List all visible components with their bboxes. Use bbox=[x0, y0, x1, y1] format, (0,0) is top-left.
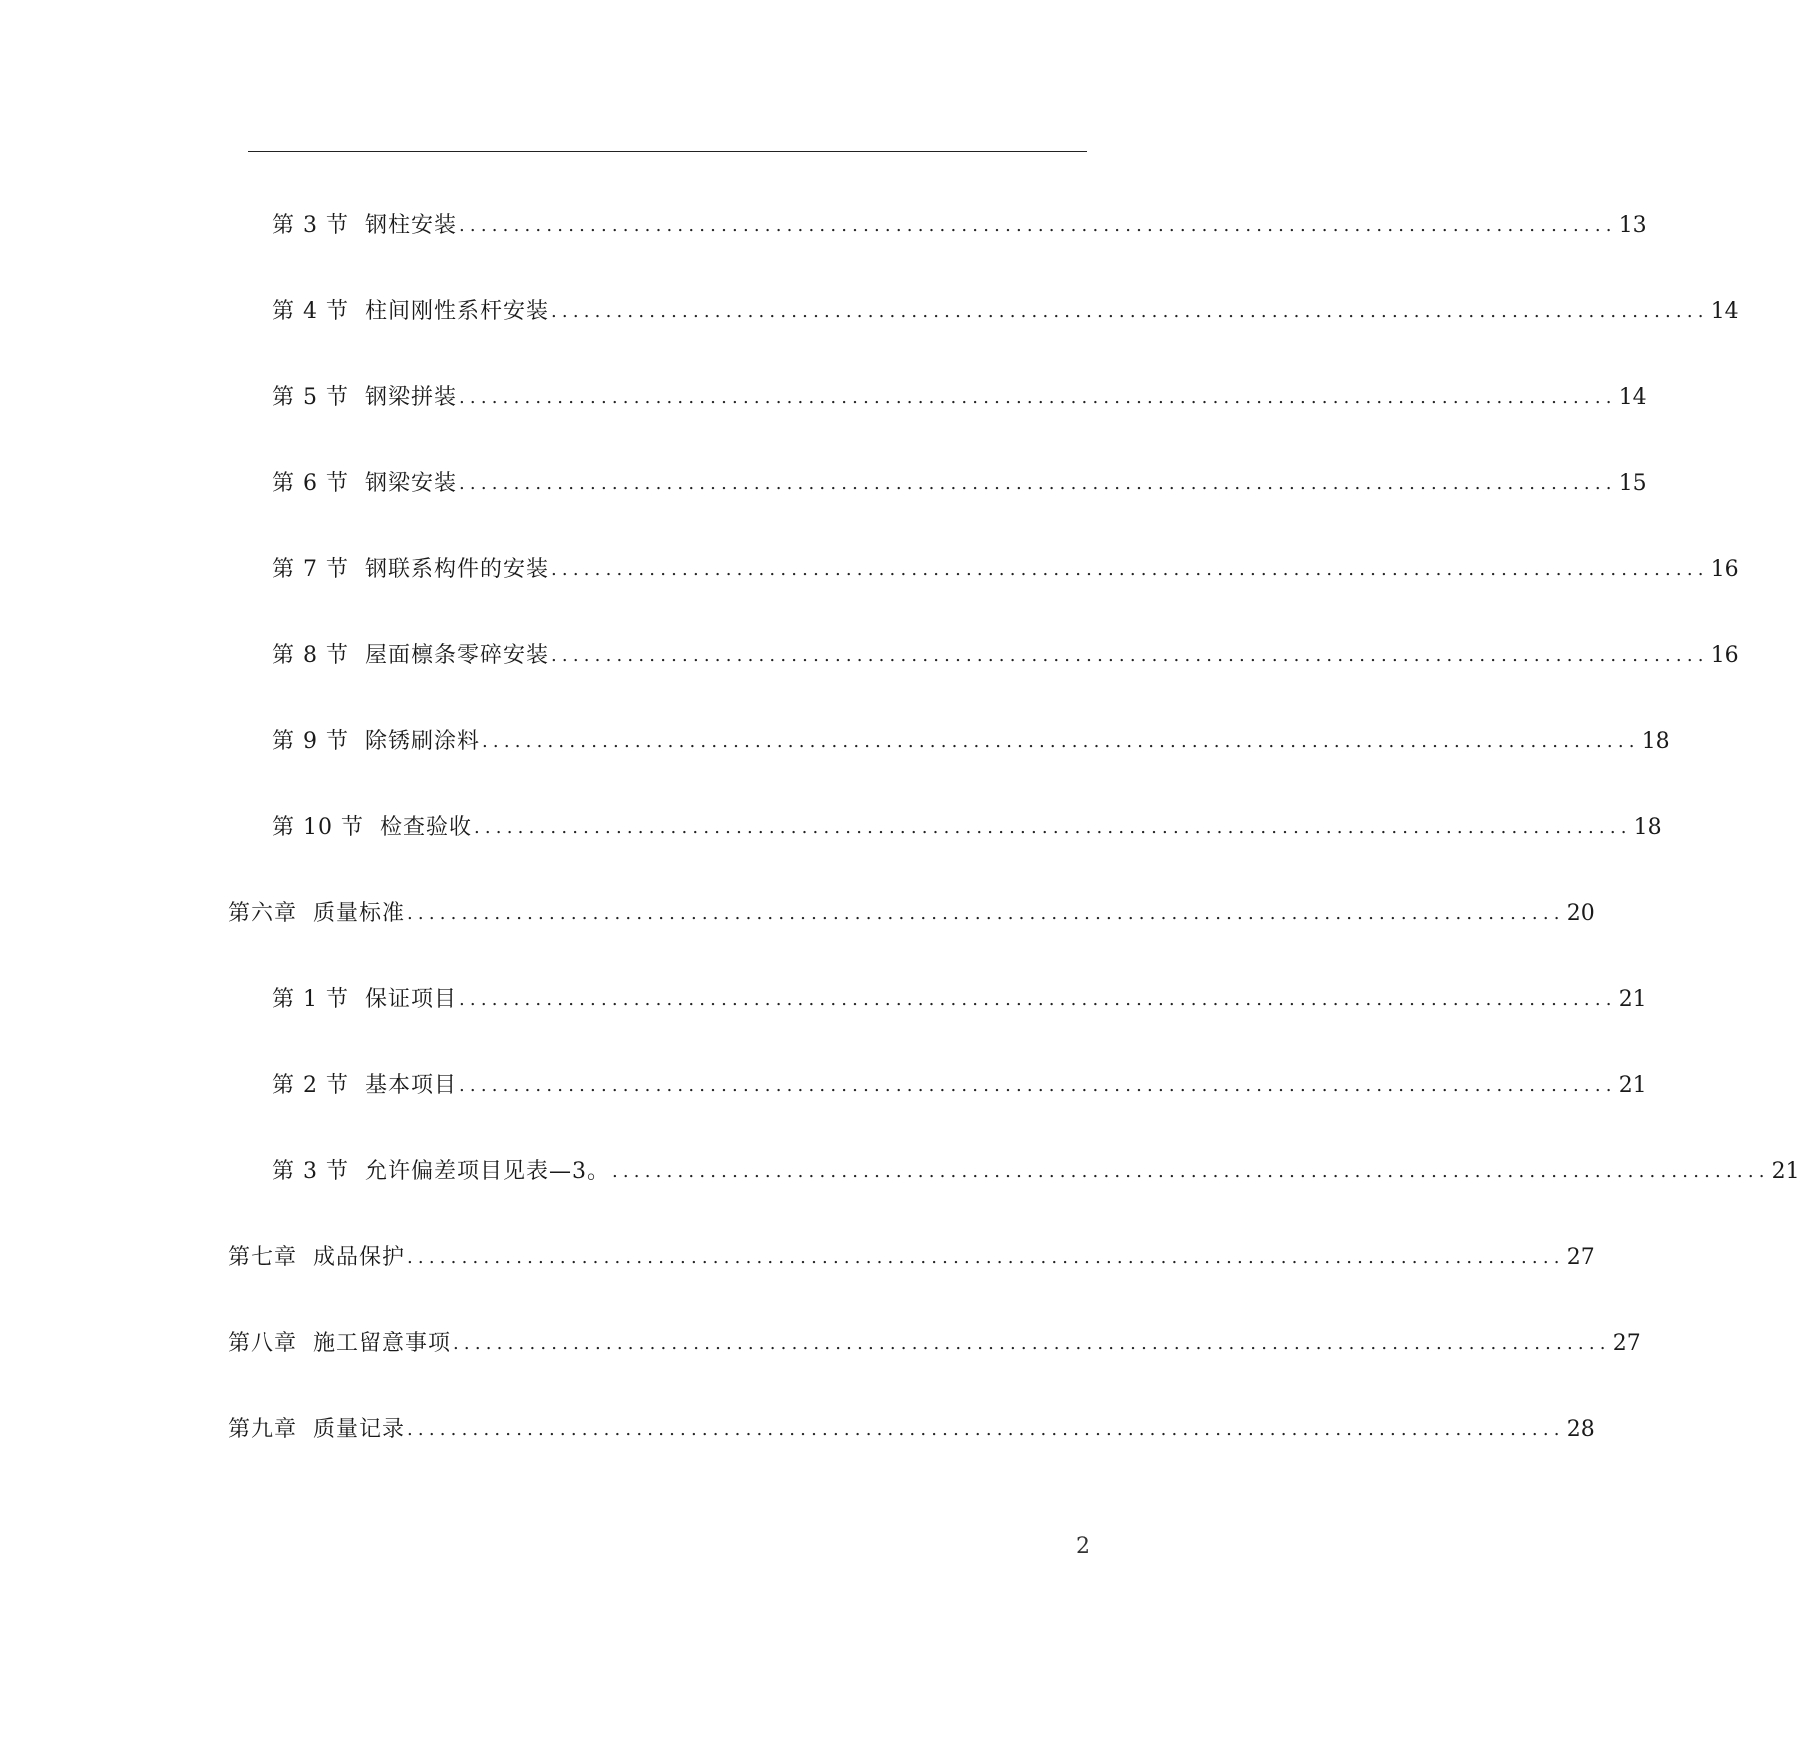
toc-dot-leader: .......................................................................................................... bbox=[458, 1075, 1617, 1096]
toc-entry-chapter-7[interactable] bbox=[0, 1238, 1595, 1278]
toc-entry-section-9[interactable] bbox=[0, 722, 1670, 762]
toc-label: 第 5 节 钢梁拼装 bbox=[272, 385, 457, 410]
toc-dot-leader: .......................................................................................................... bbox=[550, 559, 1709, 580]
toc-label: 第 6 节 钢梁安装 bbox=[272, 471, 457, 496]
toc-page-number: 18 bbox=[1641, 729, 1670, 754]
toc-page-number: 15 bbox=[1618, 471, 1647, 496]
toc-label: 第九章 质量记录 bbox=[228, 1417, 405, 1442]
toc-entry-section-10[interactable] bbox=[0, 808, 1662, 848]
toc-label: 第 3 节 钢柱安装 bbox=[272, 213, 457, 238]
toc-label: 第 2 节 基本项目 bbox=[272, 1073, 457, 1098]
toc-dot-leader: .......................................................................................................... bbox=[550, 645, 1709, 666]
toc-label: 第 10 节 检查验收 bbox=[272, 815, 472, 840]
toc-label: 第 1 节 保证项目 bbox=[272, 987, 457, 1012]
toc-entry-section-7[interactable] bbox=[0, 550, 1739, 590]
toc-label: 第七章 成品保护 bbox=[228, 1245, 405, 1270]
toc-label: 第 7 节 钢联系构件的安装 bbox=[272, 557, 549, 582]
toc-dot-leader: .......................................................................................................... bbox=[458, 215, 1617, 236]
toc-dot-leader: .......................................................................................................... bbox=[458, 473, 1617, 494]
toc-page-number: 21 bbox=[1771, 1159, 1800, 1184]
toc-label: 第 9 节 除锈刷涂料 bbox=[272, 729, 480, 754]
toc-label: 第六章 质量标准 bbox=[228, 901, 405, 926]
toc-label: 第 3 节 允许偏差项目见表—3。 bbox=[272, 1159, 610, 1184]
page-number: 2 bbox=[1076, 1534, 1090, 1559]
toc-page-number: 28 bbox=[1566, 1417, 1595, 1442]
toc-entry-chapter-6[interactable] bbox=[0, 894, 1595, 934]
toc-page-number: 18 bbox=[1633, 815, 1662, 840]
toc-dot-leader: .......................................................................................................... bbox=[407, 1247, 1565, 1268]
toc-entry-section-4[interactable] bbox=[0, 292, 1739, 332]
toc-page-number: 14 bbox=[1618, 385, 1647, 410]
toc-entry-section-3[interactable] bbox=[0, 206, 1647, 246]
toc-entry-section-1[interactable] bbox=[0, 980, 1647, 1020]
toc-dot-leader: .......................................................................................................... bbox=[481, 731, 1640, 752]
toc-label: 第八章 施工留意事项 bbox=[228, 1331, 451, 1356]
toc-dot-leader: .......................................................................................................... bbox=[473, 817, 1632, 838]
toc-page-number: 21 bbox=[1618, 1073, 1647, 1098]
toc-page-number: 27 bbox=[1612, 1331, 1641, 1356]
toc-dot-leader: .......................................................................................................... bbox=[458, 387, 1617, 408]
toc-entry-section-2[interactable] bbox=[0, 1066, 1647, 1106]
toc-dot-leader: .......................................................................................................... bbox=[407, 1419, 1565, 1440]
toc-dot-leader: .......................................................................................................... bbox=[453, 1333, 1611, 1354]
toc-dot-leader: .......................................................................................................... bbox=[407, 903, 1565, 924]
toc-label: 第 8 节 屋面檩条零碎安装 bbox=[272, 643, 549, 668]
toc-dot-leader: .......................................................................................................... bbox=[611, 1161, 1770, 1182]
toc-entry-section-8[interactable] bbox=[0, 636, 1739, 676]
toc-dot-leader: .......................................................................................................... bbox=[550, 301, 1709, 322]
toc-dot-leader: .......................................................................................................... bbox=[458, 989, 1617, 1010]
toc-page-number: 27 bbox=[1566, 1245, 1595, 1270]
toc-entry-chapter-9[interactable] bbox=[0, 1410, 1595, 1450]
toc-entry-chapter-8[interactable] bbox=[0, 1324, 1641, 1364]
toc-entry-section-3-tolerance[interactable] bbox=[0, 1152, 1800, 1192]
toc-page-number: 16 bbox=[1710, 557, 1739, 582]
toc-entry-section-5[interactable] bbox=[0, 378, 1647, 418]
toc-page-number: 16 bbox=[1710, 643, 1739, 668]
toc-page-number: 13 bbox=[1618, 213, 1647, 238]
toc-page-number: 21 bbox=[1618, 987, 1647, 1012]
toc-page-number: 20 bbox=[1566, 901, 1595, 926]
toc-label: 第 4 节 柱间刚性系杆安装 bbox=[272, 299, 549, 324]
toc-entry-section-6[interactable] bbox=[0, 464, 1647, 504]
toc-page-number: 14 bbox=[1710, 299, 1739, 324]
